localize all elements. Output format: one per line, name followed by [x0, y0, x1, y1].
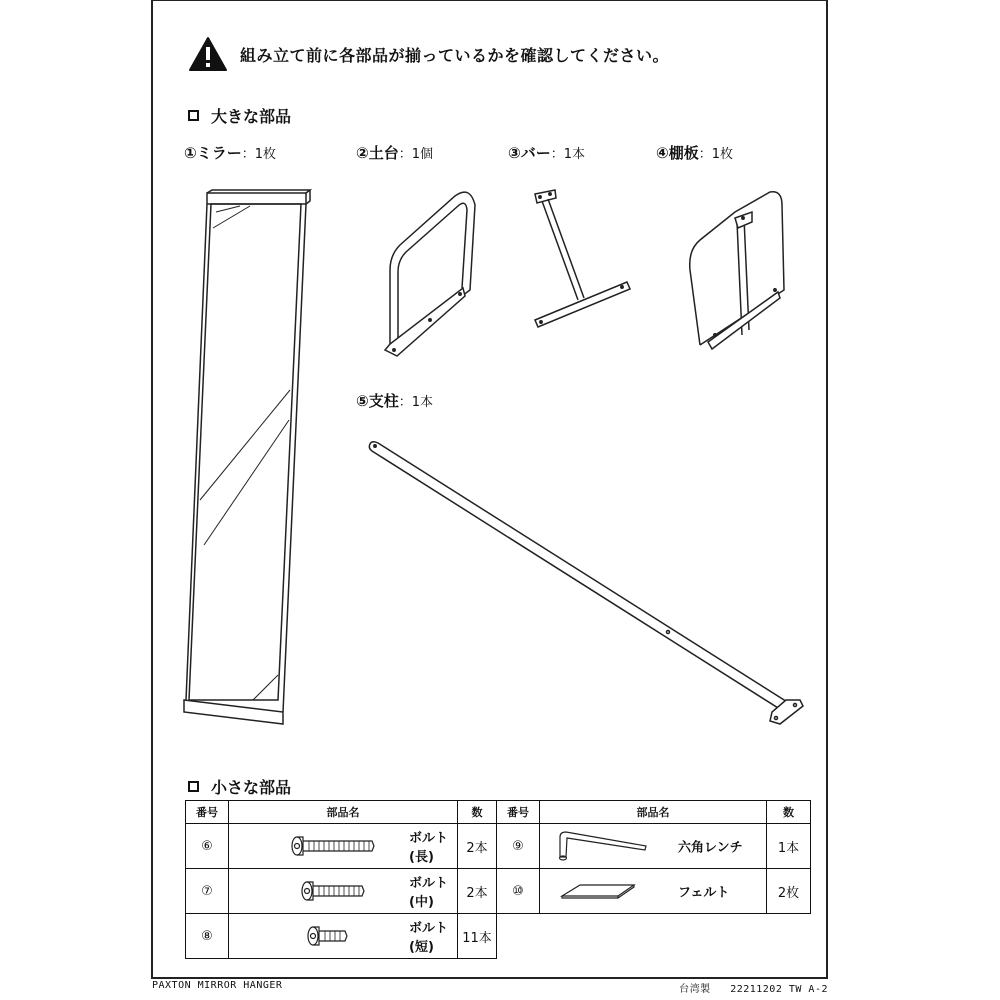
part-label-pole: ⑤支柱：1本 — [356, 392, 433, 410]
bolt-long-icon — [287, 836, 377, 856]
part-qty: 1本 — [767, 824, 811, 869]
part-name-cell — [229, 824, 458, 869]
part-name: ボルト(短) — [409, 921, 449, 955]
large-parts-title-text: 大きな部品 — [211, 107, 292, 126]
warning-text: 組み立て前に各部品が揃っているかを確認してください。 — [240, 45, 670, 65]
part-name-cell — [229, 914, 458, 959]
part-name: フェルト — [678, 885, 730, 901]
part-name: ボルト(中) — [409, 876, 449, 910]
footer-code-group — [679, 980, 828, 995]
pole-drawing — [369, 442, 803, 724]
bolt-short-icon — [303, 925, 353, 947]
part-qty: 11本 — [458, 914, 497, 959]
part-name-cell — [540, 824, 767, 869]
part-qty: 2本 — [458, 869, 497, 914]
header-num: 番号 — [497, 801, 540, 824]
part-name: 六角レンチ — [678, 840, 743, 856]
part-name-cell — [229, 869, 458, 914]
part-name-cell — [540, 869, 767, 914]
part-num: ⑨ — [497, 824, 540, 869]
base-drawing — [385, 192, 475, 356]
header-name: 部品名 — [540, 801, 767, 824]
footer-code: 22211202 TW A-2 — [730, 984, 828, 995]
mirror-drawing — [184, 190, 310, 724]
checkbox-icon — [188, 781, 199, 792]
part-qty: 2枚 — [767, 869, 811, 914]
empty-cell — [497, 914, 811, 959]
table-row — [186, 869, 811, 914]
header-qty: 数 — [767, 801, 811, 824]
table-row — [186, 824, 811, 869]
hex-wrench-icon — [554, 829, 649, 863]
part-num: ⑧ — [186, 914, 229, 959]
part-num: ⑩ — [497, 869, 540, 914]
small-parts-title — [188, 775, 291, 798]
header-name: 部品名 — [229, 801, 458, 824]
part-num: ⑥ — [186, 824, 229, 869]
bolt-medium-icon — [297, 881, 367, 901]
table-row — [186, 914, 811, 959]
part-label-mirror: ①ミラー：1枚 — [184, 144, 276, 162]
bar-drawing — [535, 190, 630, 327]
part-label-base: ②土台：1個 — [356, 144, 433, 162]
header-num: 番号 — [186, 801, 229, 824]
part-label-shelf: ④棚板：1枚 — [656, 144, 733, 162]
part-num: ⑦ — [186, 869, 229, 914]
felt-pad-icon — [558, 881, 638, 901]
small-parts-title-text: 小さな部品 — [211, 778, 292, 797]
part-label-bar: ③バー：1本 — [508, 144, 585, 162]
shelf-drawing — [690, 192, 784, 349]
header-qty: 数 — [458, 801, 497, 824]
part-name: ボルト(長) — [409, 831, 449, 865]
footer-product: PAXTON MIRROR HANGER — [152, 980, 283, 991]
part-qty: 2本 — [458, 824, 497, 869]
footer-origin: 台湾製 — [679, 984, 711, 995]
small-parts-table — [185, 800, 811, 959]
table-header-row — [186, 801, 811, 824]
